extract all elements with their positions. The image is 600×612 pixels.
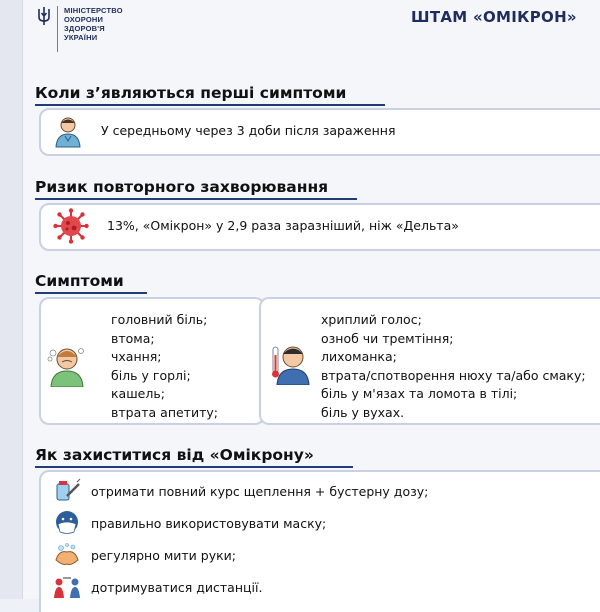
symptom-item: втрата/спотворення нюху та/або смаку; — [321, 367, 586, 383]
strain-title: ШТАМ «ОМІКРОН» — [411, 8, 577, 26]
reinfection-underline — [35, 198, 357, 200]
onset-text: У середньому через 3 доби після зараження — [101, 123, 396, 138]
symptoms-card-left — [39, 297, 265, 425]
symptom-item: кашель; — [111, 386, 165, 401]
protection-item — [53, 478, 428, 504]
protection-text: дотримуватися дистанції. — [91, 579, 263, 595]
onset-card — [39, 108, 600, 156]
left-margin-bar — [0, 0, 22, 599]
symptom-item: хриплий голос; — [321, 312, 422, 327]
person-icon — [51, 114, 85, 148]
handwash-icon — [53, 542, 81, 568]
onset-underline — [35, 104, 385, 106]
ministry-line: МІНІСТЕРСТВО — [64, 6, 123, 15]
logo-separator — [57, 6, 58, 52]
reinfection-card — [39, 203, 600, 251]
protection-heading: Як захиститися від «Омікрону» — [35, 446, 314, 464]
symptoms-underline — [35, 292, 147, 294]
ministry-line: УКРАЇНИ — [64, 33, 98, 42]
symptoms-card-right — [259, 297, 600, 425]
symptoms-heading: Симптоми — [35, 272, 124, 290]
ministry-line: ОХОРОНИ — [64, 15, 104, 24]
protection-text: правильно використовувати маску; — [91, 515, 327, 531]
protection-item — [53, 510, 326, 536]
reinfection-text: 13%, «Омікрон» у 2,9 раза заразніший, ніж «Дельта» — [107, 218, 459, 233]
vaccine-icon — [53, 478, 81, 504]
mask-icon — [53, 510, 81, 536]
symptom-item: головний біль; — [111, 312, 208, 327]
virus-icon — [53, 208, 89, 244]
sick-person-icon — [47, 339, 87, 387]
protection-item — [53, 542, 236, 568]
protection-text: отримати повний курс щеплення + бустерну дозу; — [91, 483, 429, 499]
trident-icon — [37, 6, 51, 26]
symptom-item: біль у вухах. — [321, 404, 405, 420]
protection-underline — [35, 466, 353, 468]
ministry-name — [64, 6, 123, 52]
symptom-item: озноб чи тремтіння; — [321, 330, 454, 346]
symptom-item: біль у м'язах та ломота в тілі; — [321, 386, 518, 401]
symptoms-list-right — [321, 311, 586, 422]
ministry-line: ЗДОРОВ'Я — [64, 24, 105, 33]
onset-heading: Коли з’являються перші симптоми — [35, 84, 347, 102]
symptoms-list-left — [111, 311, 218, 422]
symptom-item: лихоманка; — [321, 349, 397, 364]
protection-item — [53, 574, 262, 600]
fever-person-icon — [271, 337, 311, 385]
protection-text: регулярно мити руки; — [91, 547, 236, 563]
infographic-page — [22, 0, 600, 599]
symptom-item: втрата апетиту; — [111, 404, 218, 420]
symptom-item: чхання; — [111, 349, 162, 364]
distance-icon — [53, 574, 81, 600]
reinfection-heading: Ризик повторного захворювання — [35, 178, 329, 196]
symptom-item: втома; — [111, 330, 155, 346]
ministry-logo — [37, 6, 123, 52]
symptom-item: біль у горлі; — [111, 367, 191, 383]
